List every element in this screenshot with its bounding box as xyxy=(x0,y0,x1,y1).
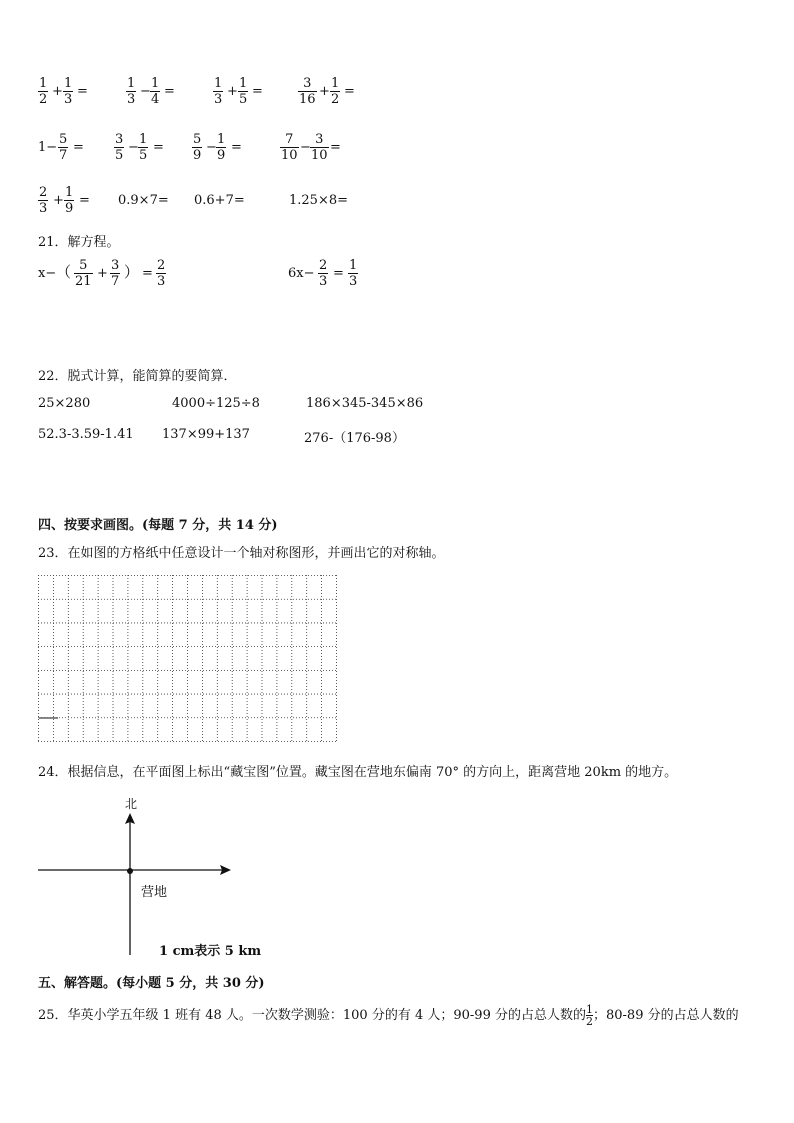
question-23: 23．在如图的方格纸中任意设计一个轴对称图形，并画出它的对称轴。 xyxy=(38,546,445,561)
fraction: $\frac{1}{3}$ xyxy=(214,76,223,107)
equals: = xyxy=(330,140,341,155)
oral-item: 0.6+7= xyxy=(194,193,245,208)
calc-item: 4000÷125÷8 xyxy=(172,396,260,411)
question-21-title: 21．解方程。 xyxy=(38,235,120,250)
fraction: $\frac{7}{10}$ xyxy=(281,132,298,163)
fraction: $\frac{1}{2}$ xyxy=(331,76,340,107)
fraction: $\frac{1}{2}$ xyxy=(585,1003,593,1028)
question-25-text: 25．华英小学五年级 1 班有 48 人。一次数学测验：100 分的有 4 人；90-99 分的占总人数的 xyxy=(38,1008,586,1023)
prefix: x− xyxy=(38,266,57,281)
fraction: $\frac{1}{9}$ xyxy=(65,185,74,216)
question-22-title: 22．脱式计算，能简算的要简算． xyxy=(38,369,237,384)
equals: = xyxy=(252,84,263,99)
operator: + xyxy=(227,84,238,99)
right-paren: ） xyxy=(124,263,140,281)
equals: = xyxy=(344,84,355,99)
operator: − xyxy=(128,140,139,155)
calc-item: 276-（176-98） xyxy=(304,431,405,446)
fraction: $\frac{1}{9}$ xyxy=(217,132,226,163)
operator: − xyxy=(206,140,217,155)
fraction: $\frac{1}{3}$ xyxy=(349,258,358,289)
equals: = xyxy=(79,193,90,208)
question-25-text-cont: ；80-89 分的占总人数的 xyxy=(592,1008,739,1023)
operator: + xyxy=(52,84,63,99)
equals: = xyxy=(333,266,344,281)
map-diagram[interactable] xyxy=(36,790,276,960)
left-paren: （ xyxy=(56,263,72,281)
fraction: $\frac{3}{16}$ xyxy=(299,76,316,107)
section-4-heading: 四、按要求画图。(每题 7 分，共 14 分) xyxy=(38,518,278,533)
calc-item: 25×280 xyxy=(38,396,91,411)
fraction: $\frac{1}{5}$ xyxy=(139,132,148,163)
operator: + xyxy=(53,193,64,208)
fraction: $\frac{5}{21}$ xyxy=(75,258,92,289)
fraction: $\frac{3}{10}$ xyxy=(311,132,328,163)
question-25 xyxy=(38,1004,739,1027)
operator: + xyxy=(97,266,108,281)
fraction: $\frac{2}{3}$ xyxy=(39,185,48,216)
prefix: 6x− xyxy=(288,266,315,281)
operator: − xyxy=(300,140,311,155)
grid-paper[interactable] xyxy=(38,575,338,743)
equals: = xyxy=(77,84,88,99)
prefix: 1− xyxy=(38,140,58,155)
fraction: $\frac{1}{3}$ xyxy=(127,76,136,107)
fraction: $\frac{2}{3}$ xyxy=(319,258,328,289)
fraction: $\frac{3}{7}$ xyxy=(111,258,120,289)
fraction: $\frac{1}{2}$ xyxy=(39,76,48,107)
calc-item: 137×99+137 xyxy=(162,427,250,442)
scale-label: 1 cm表示 5 km xyxy=(159,944,262,959)
question-24: 24．根据信息，在平面图上标出“藏宝图”位置。藏宝图在营地东偏南 70° 的方向上，距离营地 20km 的地方。 xyxy=(38,765,678,780)
equals: = xyxy=(73,140,84,155)
fraction: $\frac{2}{3}$ xyxy=(157,258,166,289)
camp-label: 营地 xyxy=(141,885,168,900)
fraction: $\frac{1}{3}$ xyxy=(64,76,73,107)
equals: = xyxy=(142,266,153,281)
calc-item: 186×345-345×86 xyxy=(306,396,424,411)
oral-item: 1.25×8= xyxy=(289,193,349,208)
operator: − xyxy=(140,84,151,99)
fraction: $\frac{1}{5}$ xyxy=(239,76,248,107)
equals: = xyxy=(164,84,175,99)
fraction: $\frac{3}{5}$ xyxy=(115,132,124,163)
equals: = xyxy=(231,140,242,155)
section-5-heading: 五、解答题。(每小题 5 分，共 30 分) xyxy=(38,976,265,991)
operator: + xyxy=(319,84,330,99)
fraction: $\frac{5}{9}$ xyxy=(193,132,202,163)
oral-item: 0.9×7= xyxy=(118,193,169,208)
equals: = xyxy=(153,140,164,155)
fraction: $\frac{5}{7}$ xyxy=(59,132,68,163)
north-label: 北 xyxy=(125,797,138,811)
calc-item: 52.3-3.59-1.41 xyxy=(38,427,134,442)
fraction: $\frac{1}{4}$ xyxy=(151,76,160,107)
camp-point xyxy=(127,868,133,874)
